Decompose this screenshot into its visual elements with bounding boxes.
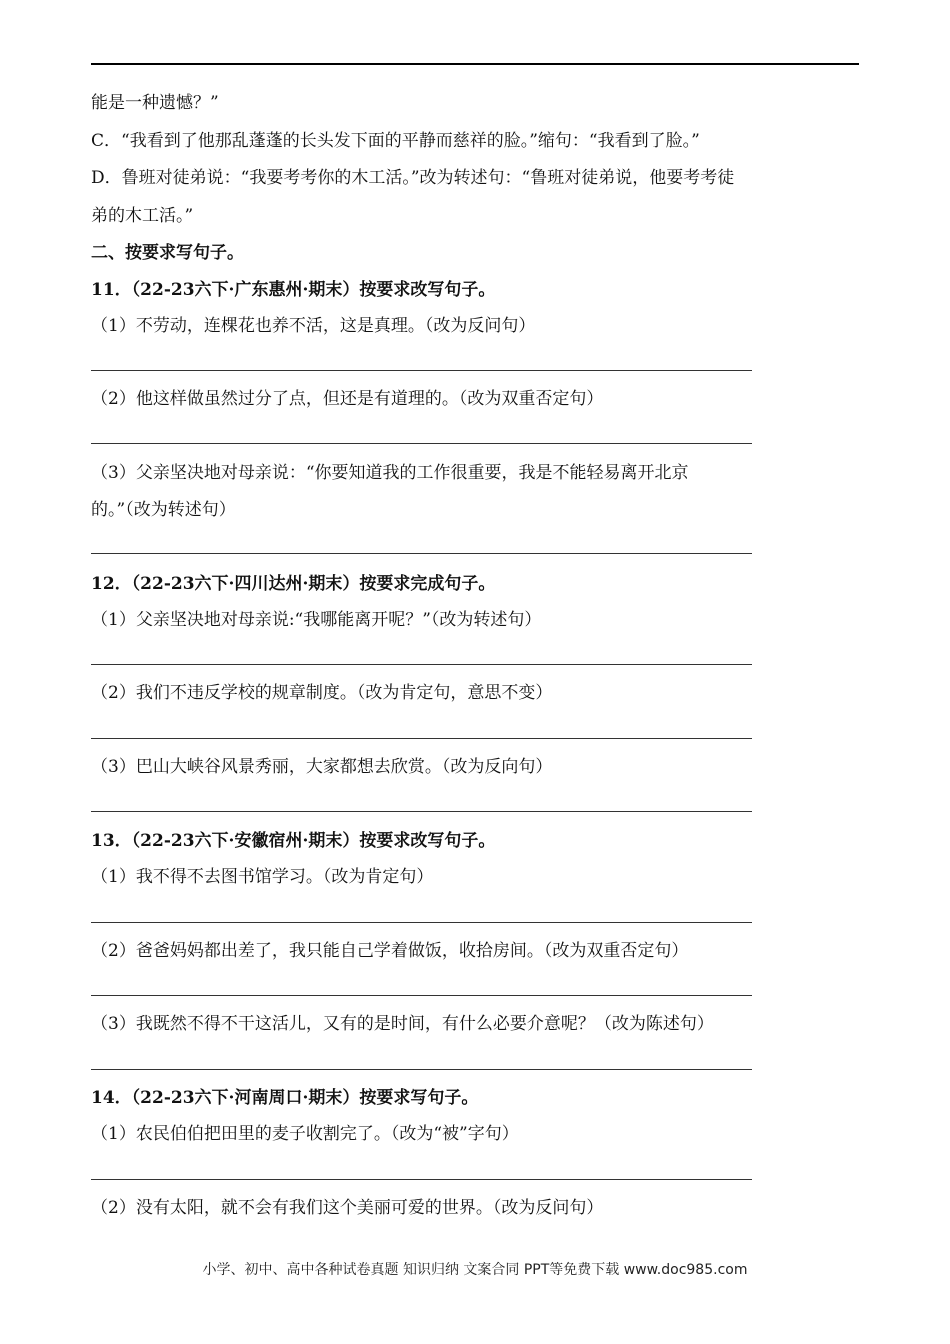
answer-line-13-2[interactable] [91, 995, 752, 996]
question-11-item-2: （2）他这样做虽然过分了点，但还是有道理的。（改为双重否定句） [91, 389, 604, 409]
answer-line-14-1[interactable] [91, 1179, 752, 1180]
option-c: C．“我看到了他那乱蓬蓬的长头发下面的平静而慈祥的脸。”缩句：“我看到了脸。” [91, 131, 700, 151]
question-12-item-3: （3）巴山大峡谷风景秀丽，大家都想去欣赏。（改为反向句） [91, 757, 553, 777]
option-d-continued: 弟的木工活。” [91, 206, 194, 226]
question-11-item-3-continued: 的。”（改为转述句） [91, 500, 236, 520]
question-12-title: 12．（22-23六下·四川达州·期末）按要求完成句子。 [91, 574, 496, 594]
question-13-item-2: （2）爸爸妈妈都出差了，我只能自己学着做饭，收拾房间。（改为双重否定句） [91, 941, 689, 961]
answer-line-12-1[interactable] [91, 664, 752, 665]
answer-line-11-2[interactable] [91, 443, 752, 444]
question-11-item-3: （3）父亲坚决地对母亲说：“你要知道我的工作很重要，我是不能轻易离开北京 [91, 463, 689, 483]
header-rule [91, 63, 859, 65]
answer-line-11-3[interactable] [91, 553, 752, 554]
question-12-item-1: （1）父亲坚决地对母亲说:“我哪能离开呢？”（改为转述句） [91, 610, 542, 630]
question-12-item-2: （2）我们不违反学校的规章制度。（改为肯定句，意思不变） [91, 683, 553, 703]
answer-line-11-1[interactable] [91, 370, 752, 371]
question-13-item-3: （3）我既然不得不干这活儿，又有的是时间，有什么必要介意呢？（改为陈述句） [91, 1014, 714, 1034]
option-d: D．鲁班对徒弟说：“我要考考你的木工活。”改为转述句：“鲁班对徒弟说，他要考考徒 [91, 168, 735, 188]
answer-line-13-3[interactable] [91, 1069, 752, 1070]
answer-line-13-1[interactable] [91, 922, 752, 923]
question-11-title: 11．（22-23六下·广东惠州·期末）按要求改写句子。 [91, 280, 496, 300]
question-13-item-1: （1）我不得不去图书馆学习。（改为肯定句） [91, 867, 434, 887]
question-11-item-1: （1）不劳动，连棵花也养不活，这是真理。（改为反问句） [91, 316, 536, 336]
question-14-item-1: （1）农民伯伯把田里的麦子收割完了。（改为“被”字句） [91, 1124, 519, 1144]
question-14-title: 14．（22-23六下·河南周口·期末）按要求写句子。 [91, 1088, 479, 1108]
option-text: 能是一种遗憾？” [91, 93, 219, 113]
footer-text: 小学、初中、高中各种试卷真题 知识归纳 文案合同 PPT等免费下载 www.doc985.com [202, 1262, 748, 1278]
question-14-item-2: （2）没有太阳，就不会有我们这个美丽可爱的世界。（改为反问句） [91, 1198, 604, 1218]
answer-line-12-2[interactable] [91, 738, 752, 739]
question-13-title: 13．（22-23六下·安徽宿州·期末）按要求改写句子。 [91, 831, 496, 851]
answer-line-12-3[interactable] [91, 811, 752, 812]
section-title: 二、按要求写句子。 [91, 243, 244, 263]
